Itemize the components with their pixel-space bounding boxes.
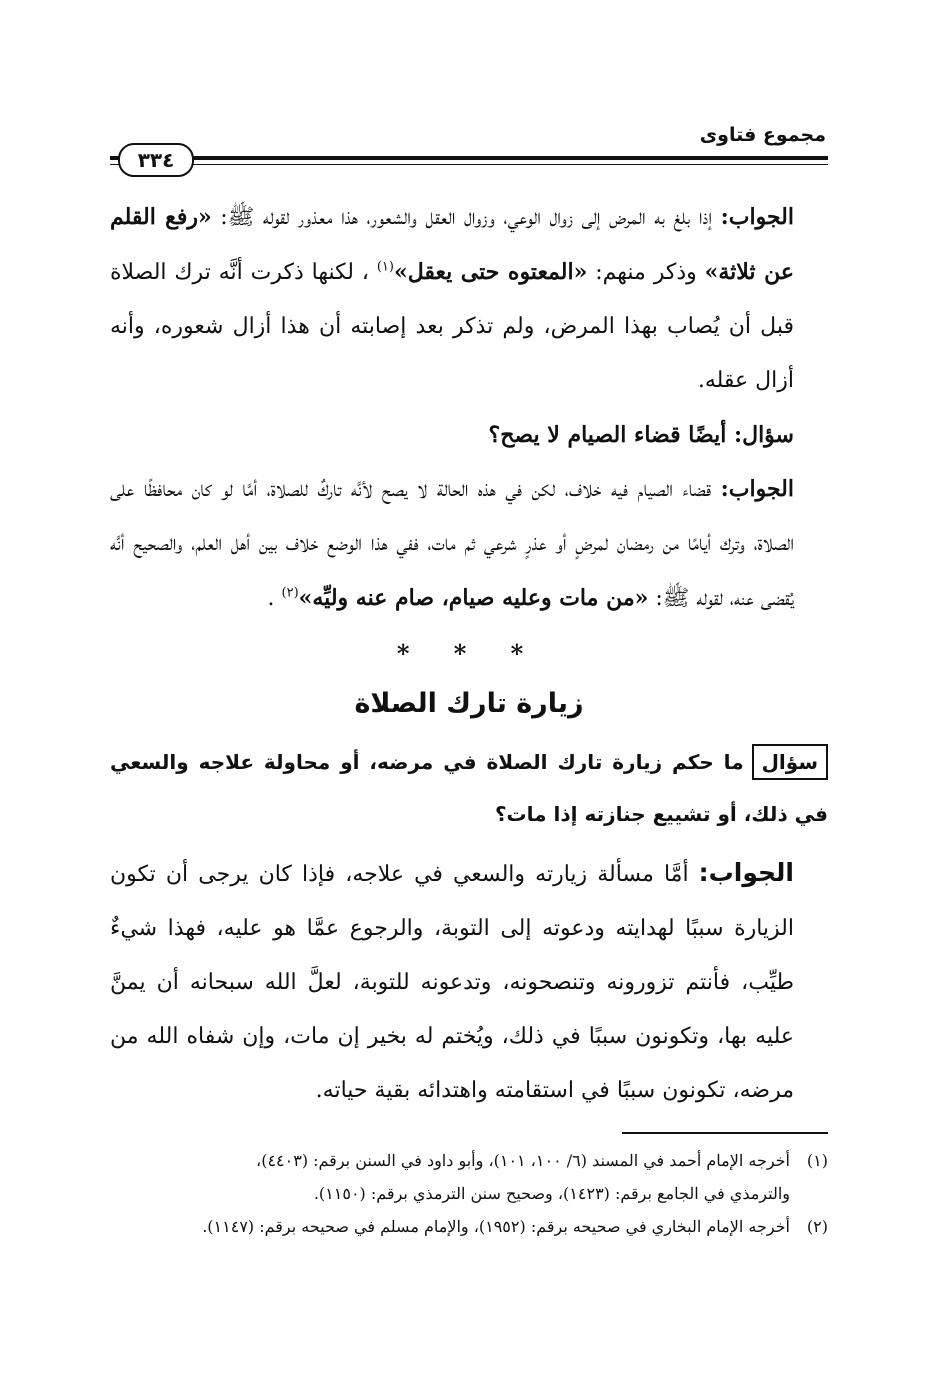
- hadith-quote: «المعتوه حتى يعقل»: [393, 259, 588, 285]
- footnote-1-continued: والترمذي في الجامع برقم: (١٤٢٣)، وصحيح سنن الترمذي برقم: (١١٥٠).: [313, 1184, 790, 1203]
- question-text: ما حكم زيارة تارك الصلاة في مرضه، أو محاولة علاجه والسعي في ذلك، أو تشييع جنازته إذا مات؟: [110, 750, 828, 826]
- question-label: سؤال:: [733, 422, 794, 448]
- footnote-number: (١): [806, 1151, 828, 1170]
- question-2: [110, 408, 828, 462]
- question-box-label: سؤال: [752, 744, 828, 780]
- answer-label: الجواب:: [698, 858, 794, 887]
- page-header: [110, 118, 828, 180]
- footnote-ref: (٢): [281, 585, 299, 601]
- section-separator: * * *: [396, 639, 542, 668]
- answer-paragraph-3: [110, 846, 828, 1118]
- header-rule-thin: [110, 164, 828, 165]
- hadith-quote: «رفع القلم عن ثلاثة»: [110, 204, 794, 285]
- document-page: [110, 118, 828, 1243]
- footnote-rule: [622, 1132, 828, 1134]
- footnotes: [110, 1144, 828, 1243]
- text-segment: قضاء الصيام فيه خلاف، لكن في هذه الحالة لا يصح لأنَّه تاركٌ للصلاة، أمَّا لو كان محافظًا على الصلاة، وترك أيامًا من رمضان لمرضٍ أو عذرٍ شرعي ثم مات، ففي هذا الوضع خلاف بين أهل العلم، والصحيح أنَّه يُقضى عنه، لقوله ﷺ:: [110, 477, 794, 611]
- question-text: أيضًا قضاء الصيام لا يصح؟: [488, 422, 734, 448]
- footnote-text: أخرجه الإمام أحمد في المسند (٦/ ١٠٠، ١٠١)، وأبو داود في السنن برقم: (٤٤٠٣)،: [256, 1151, 790, 1170]
- footnote-text: أخرجه الإمام البخاري في صحيحه برقم: (١٩٥٢)، والإمام مسلم في صحيحه برقم: (١١٤٧).: [202, 1217, 790, 1236]
- footnote-1: [110, 1144, 828, 1177]
- book-title: مجموع فتاوى: [699, 124, 826, 146]
- footnote-ref: (١): [376, 259, 394, 275]
- question-3: [110, 736, 828, 840]
- section-title: زيارة تارك الصلاة: [354, 688, 584, 719]
- body-text: [110, 190, 828, 1118]
- answer-label: الجواب:: [720, 204, 794, 230]
- text-segment: ، لكنها ذكرت أنَّه ترك الصلاة قبل أن يُصاب بهذا المرض، ولم تذكر بعد إصابته أن هذا أزال شعوره، وأنه أزال عقله.: [110, 260, 794, 393]
- footnote-number: (٢): [806, 1217, 828, 1236]
- header-rule-thick: [110, 156, 828, 160]
- text-segment: وذكر منهم:: [587, 260, 705, 285]
- hadith-quote: «من مات وعليه صيام، صام عنه وليِّه»: [298, 585, 649, 611]
- answer-paragraph-1: [110, 190, 828, 408]
- footnote-2: [110, 1210, 828, 1243]
- answer-label: الجواب:: [720, 476, 794, 502]
- text-segment: أمَّا مسألة زيارته والسعي في علاجه، فإذا كان يرجى أن تكون الزيارة سببًا لهدايته ودعوته إلى التوبة، والرجوع عمَّا هو عليه، فهذا شيءٌ طيِّب، فأنتم تزورونه وتنصحونه، وتدعونه للتوبة، لعلَّ الله سبحانه أن يمنَّ عليه بها، وتكونون سببًا في ذلك، ويُختم له بخير إن مات، وإن شفاه الله من مرضه، تكونون سببًا في استقامته واهتدائه بقية حياته.: [110, 862, 794, 1103]
- text-segment: .: [267, 586, 282, 611]
- text-segment: إذا بلغ به المرض إلى زوال الوعي، وزوال العقل والشعور، هذا معذور لقوله ﷺ:: [211, 205, 721, 230]
- answer-paragraph-2: [110, 462, 828, 626]
- page-number: ٣٣٤: [118, 143, 194, 177]
